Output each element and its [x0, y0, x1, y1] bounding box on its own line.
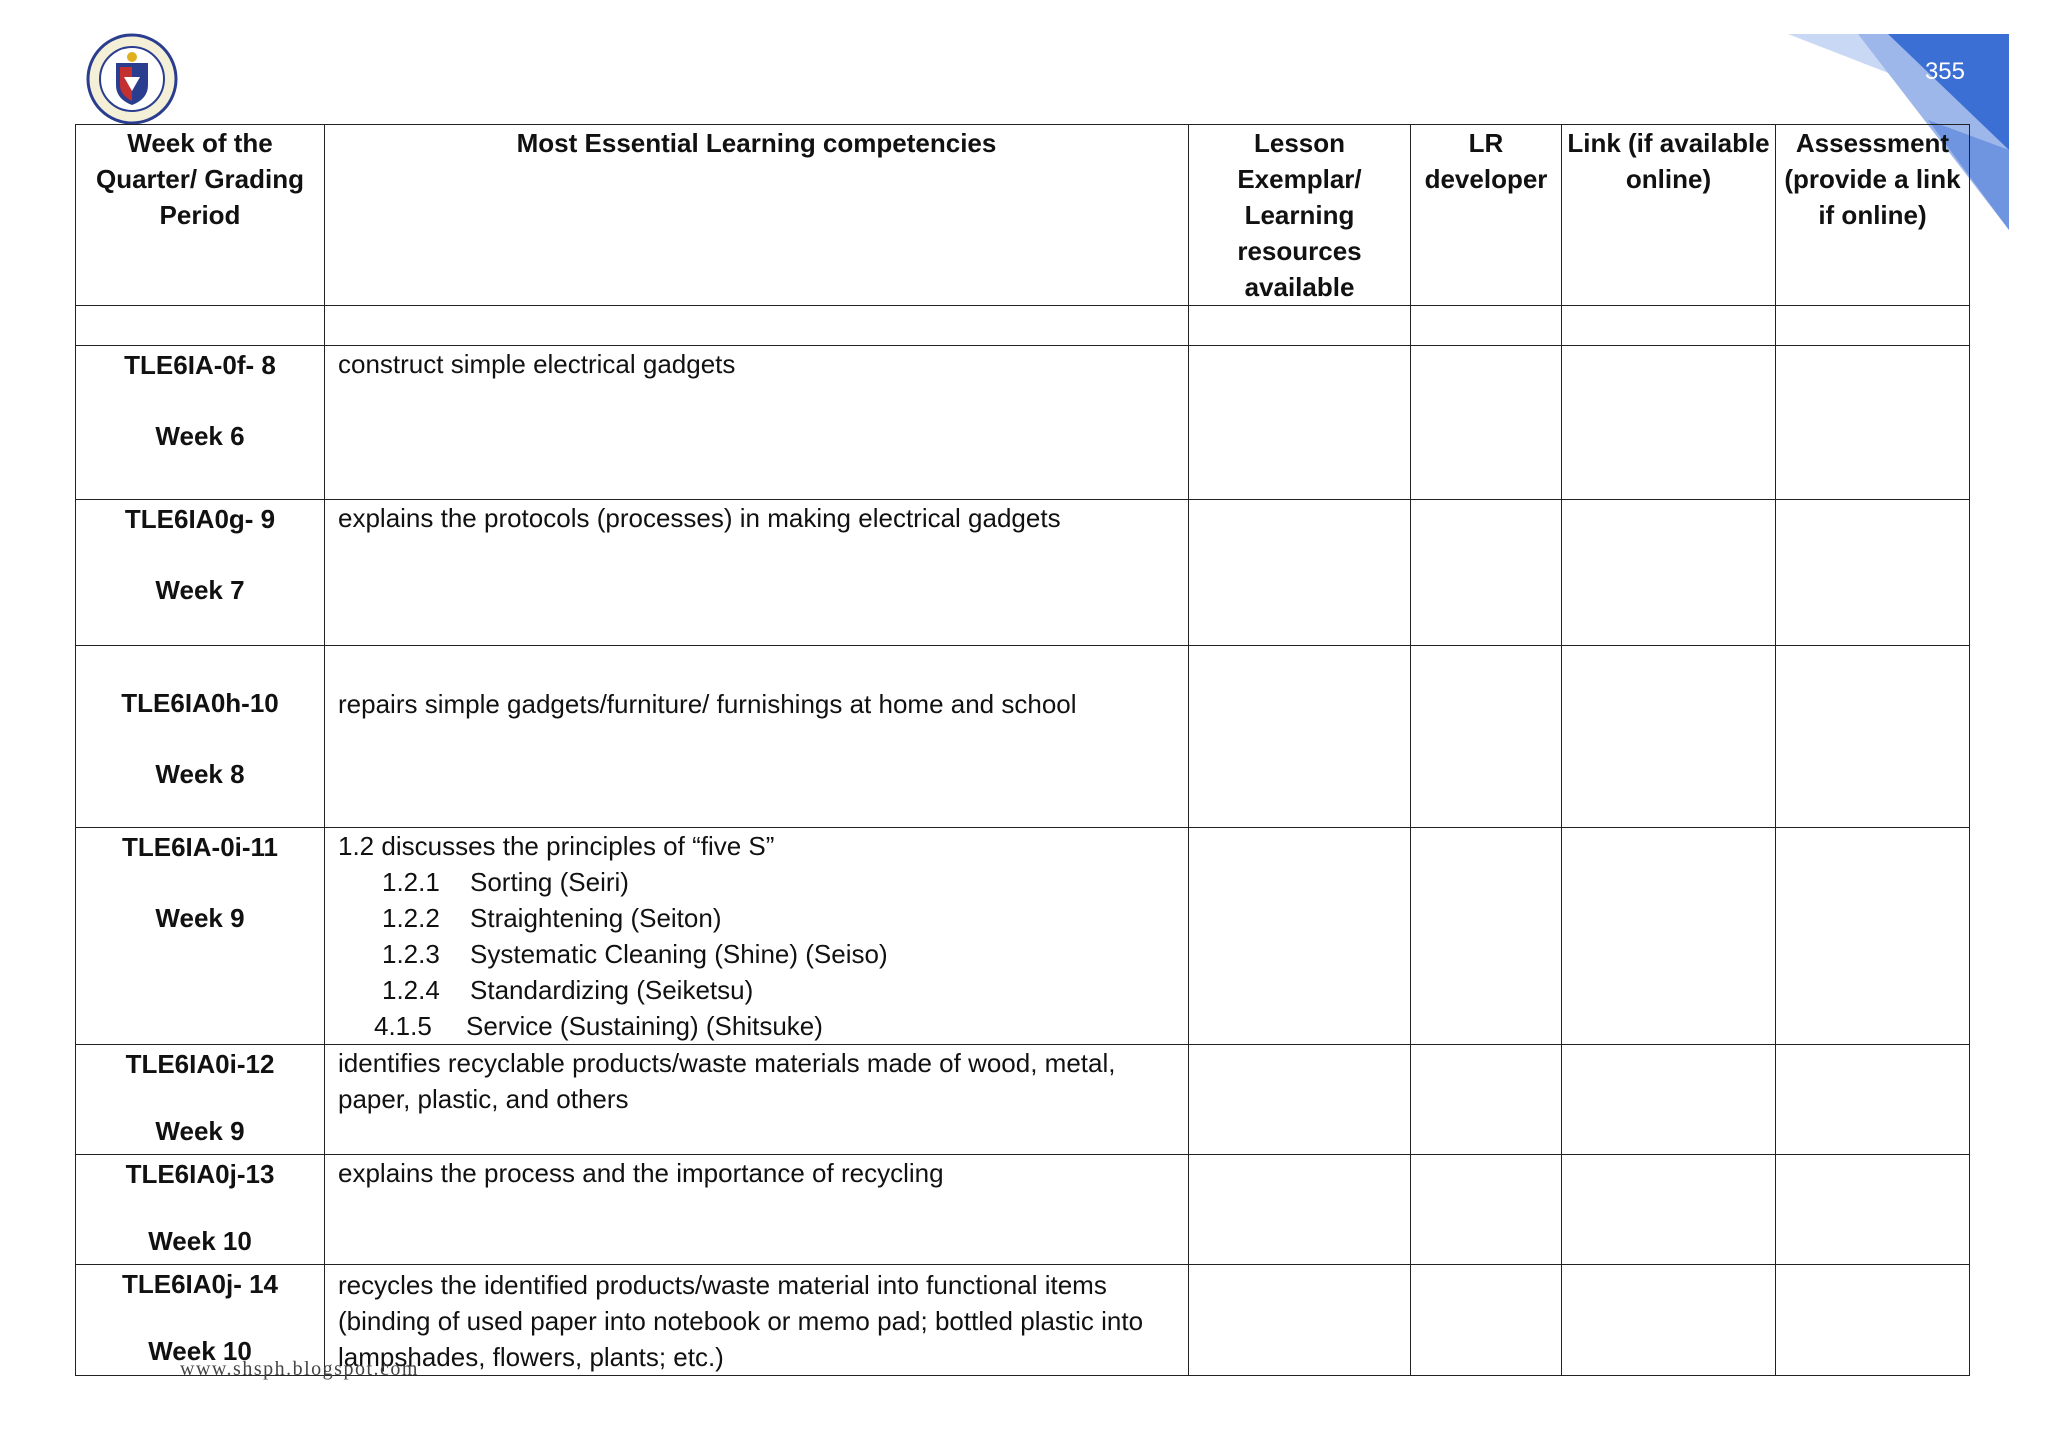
- header-link: Link (if available online): [1562, 125, 1776, 306]
- competency-code: TLE6IA0i-12: [125, 1049, 275, 1079]
- competency-text: construct simple electrical gadgets: [325, 346, 1189, 500]
- week-label: Week 8: [155, 758, 245, 789]
- header-week: Week of the Quarter/ Grading Period: [76, 125, 325, 306]
- competency-code: TLE6IA0j-13: [125, 1159, 275, 1189]
- header-lr-developer: LR developer: [1411, 125, 1562, 306]
- week-cell: [76, 500, 325, 646]
- competency-text: explains the protocols (processes) in making electrical gadgets: [325, 500, 1189, 646]
- sub-item: [338, 1008, 1180, 1044]
- footer-url: www.shsph.blogspot.com: [180, 1358, 419, 1380]
- week-label: Week 10: [148, 1336, 252, 1366]
- sub-item-text: Standardizing (Seiketsu): [470, 975, 754, 1005]
- competency-text: repairs simple gadgets/furniture/ furnishings at home and school: [325, 646, 1189, 828]
- sub-item-text: Straightening (Seiton): [470, 903, 722, 933]
- table-row: [76, 500, 1970, 646]
- sub-item-text: Service (Sustaining) (Shitsuke): [466, 1011, 823, 1041]
- competency-code: TLE6IA0g- 9: [124, 504, 276, 534]
- competency-code: TLE6IA-0i-11: [121, 832, 279, 862]
- week-cell: [76, 346, 325, 500]
- deped-seal-logo: [86, 33, 178, 125]
- header-lesson-exemplar: Lesson Exemplar/ Learning resources available: [1189, 125, 1411, 306]
- sub-item-number: 1.2.3: [382, 939, 440, 969]
- table-row: [76, 828, 1970, 1045]
- week-label: Week 6: [155, 421, 245, 451]
- week-cell: [76, 1045, 325, 1155]
- competency-code: TLE6IA0h-10: [121, 687, 279, 718]
- page-number: 355: [1924, 58, 1965, 85]
- sub-item: [338, 972, 1180, 1008]
- sub-item-text: Sorting (Seiri): [470, 867, 629, 897]
- header-competencies: Most Essential Learning competencies: [325, 125, 1189, 306]
- sub-item: [338, 900, 1180, 936]
- table-row: [76, 1155, 1970, 1265]
- competency-text: identifies recyclable products/waste materials made of wood, metal, paper, plastic, and others: [325, 1045, 1189, 1155]
- competency-code: TLE6IA0j- 14: [121, 1269, 279, 1299]
- week-label: Week 7: [155, 575, 245, 605]
- sub-item: [338, 936, 1180, 972]
- week-cell: [76, 828, 325, 1045]
- table-row: [76, 346, 1970, 500]
- competency-text: explains the process and the importance of recycling: [325, 1155, 1189, 1265]
- table-row: [76, 646, 1970, 828]
- sub-item-text: Systematic Cleaning (Shine) (Seiso): [470, 939, 888, 969]
- week-label: Week 9: [155, 1116, 245, 1146]
- week-cell: [76, 646, 325, 828]
- sub-item-number: 1.2.2: [382, 903, 440, 933]
- competency-text: recycles the identified products/waste material into functional items (binding of used paper into notebook or memo pad; bottled plastic into lampshades, flowers, plants; etc.): [325, 1265, 1189, 1376]
- competency-table: [75, 124, 1970, 1376]
- sub-item-number: 1.2.4: [382, 975, 440, 1005]
- table-header-row: [76, 125, 1970, 306]
- table-row-empty: [76, 306, 1970, 346]
- header-assessment: Assessment (provide a link if online): [1776, 125, 1970, 306]
- competency-text: 1.2 discusses the principles of “five S”: [338, 831, 775, 861]
- competency-code: TLE6IA-0f- 8: [124, 350, 276, 380]
- week-label: Week 9: [155, 903, 245, 933]
- table-row: [76, 1045, 1970, 1155]
- week-label: Week 10: [148, 1226, 252, 1256]
- sub-item-number: 4.1.5: [374, 1011, 432, 1041]
- sub-item-number: 1.2.1: [382, 867, 440, 897]
- competency-list: [325, 828, 1189, 1045]
- week-cell: [76, 1155, 325, 1265]
- sub-item: [338, 864, 1180, 900]
